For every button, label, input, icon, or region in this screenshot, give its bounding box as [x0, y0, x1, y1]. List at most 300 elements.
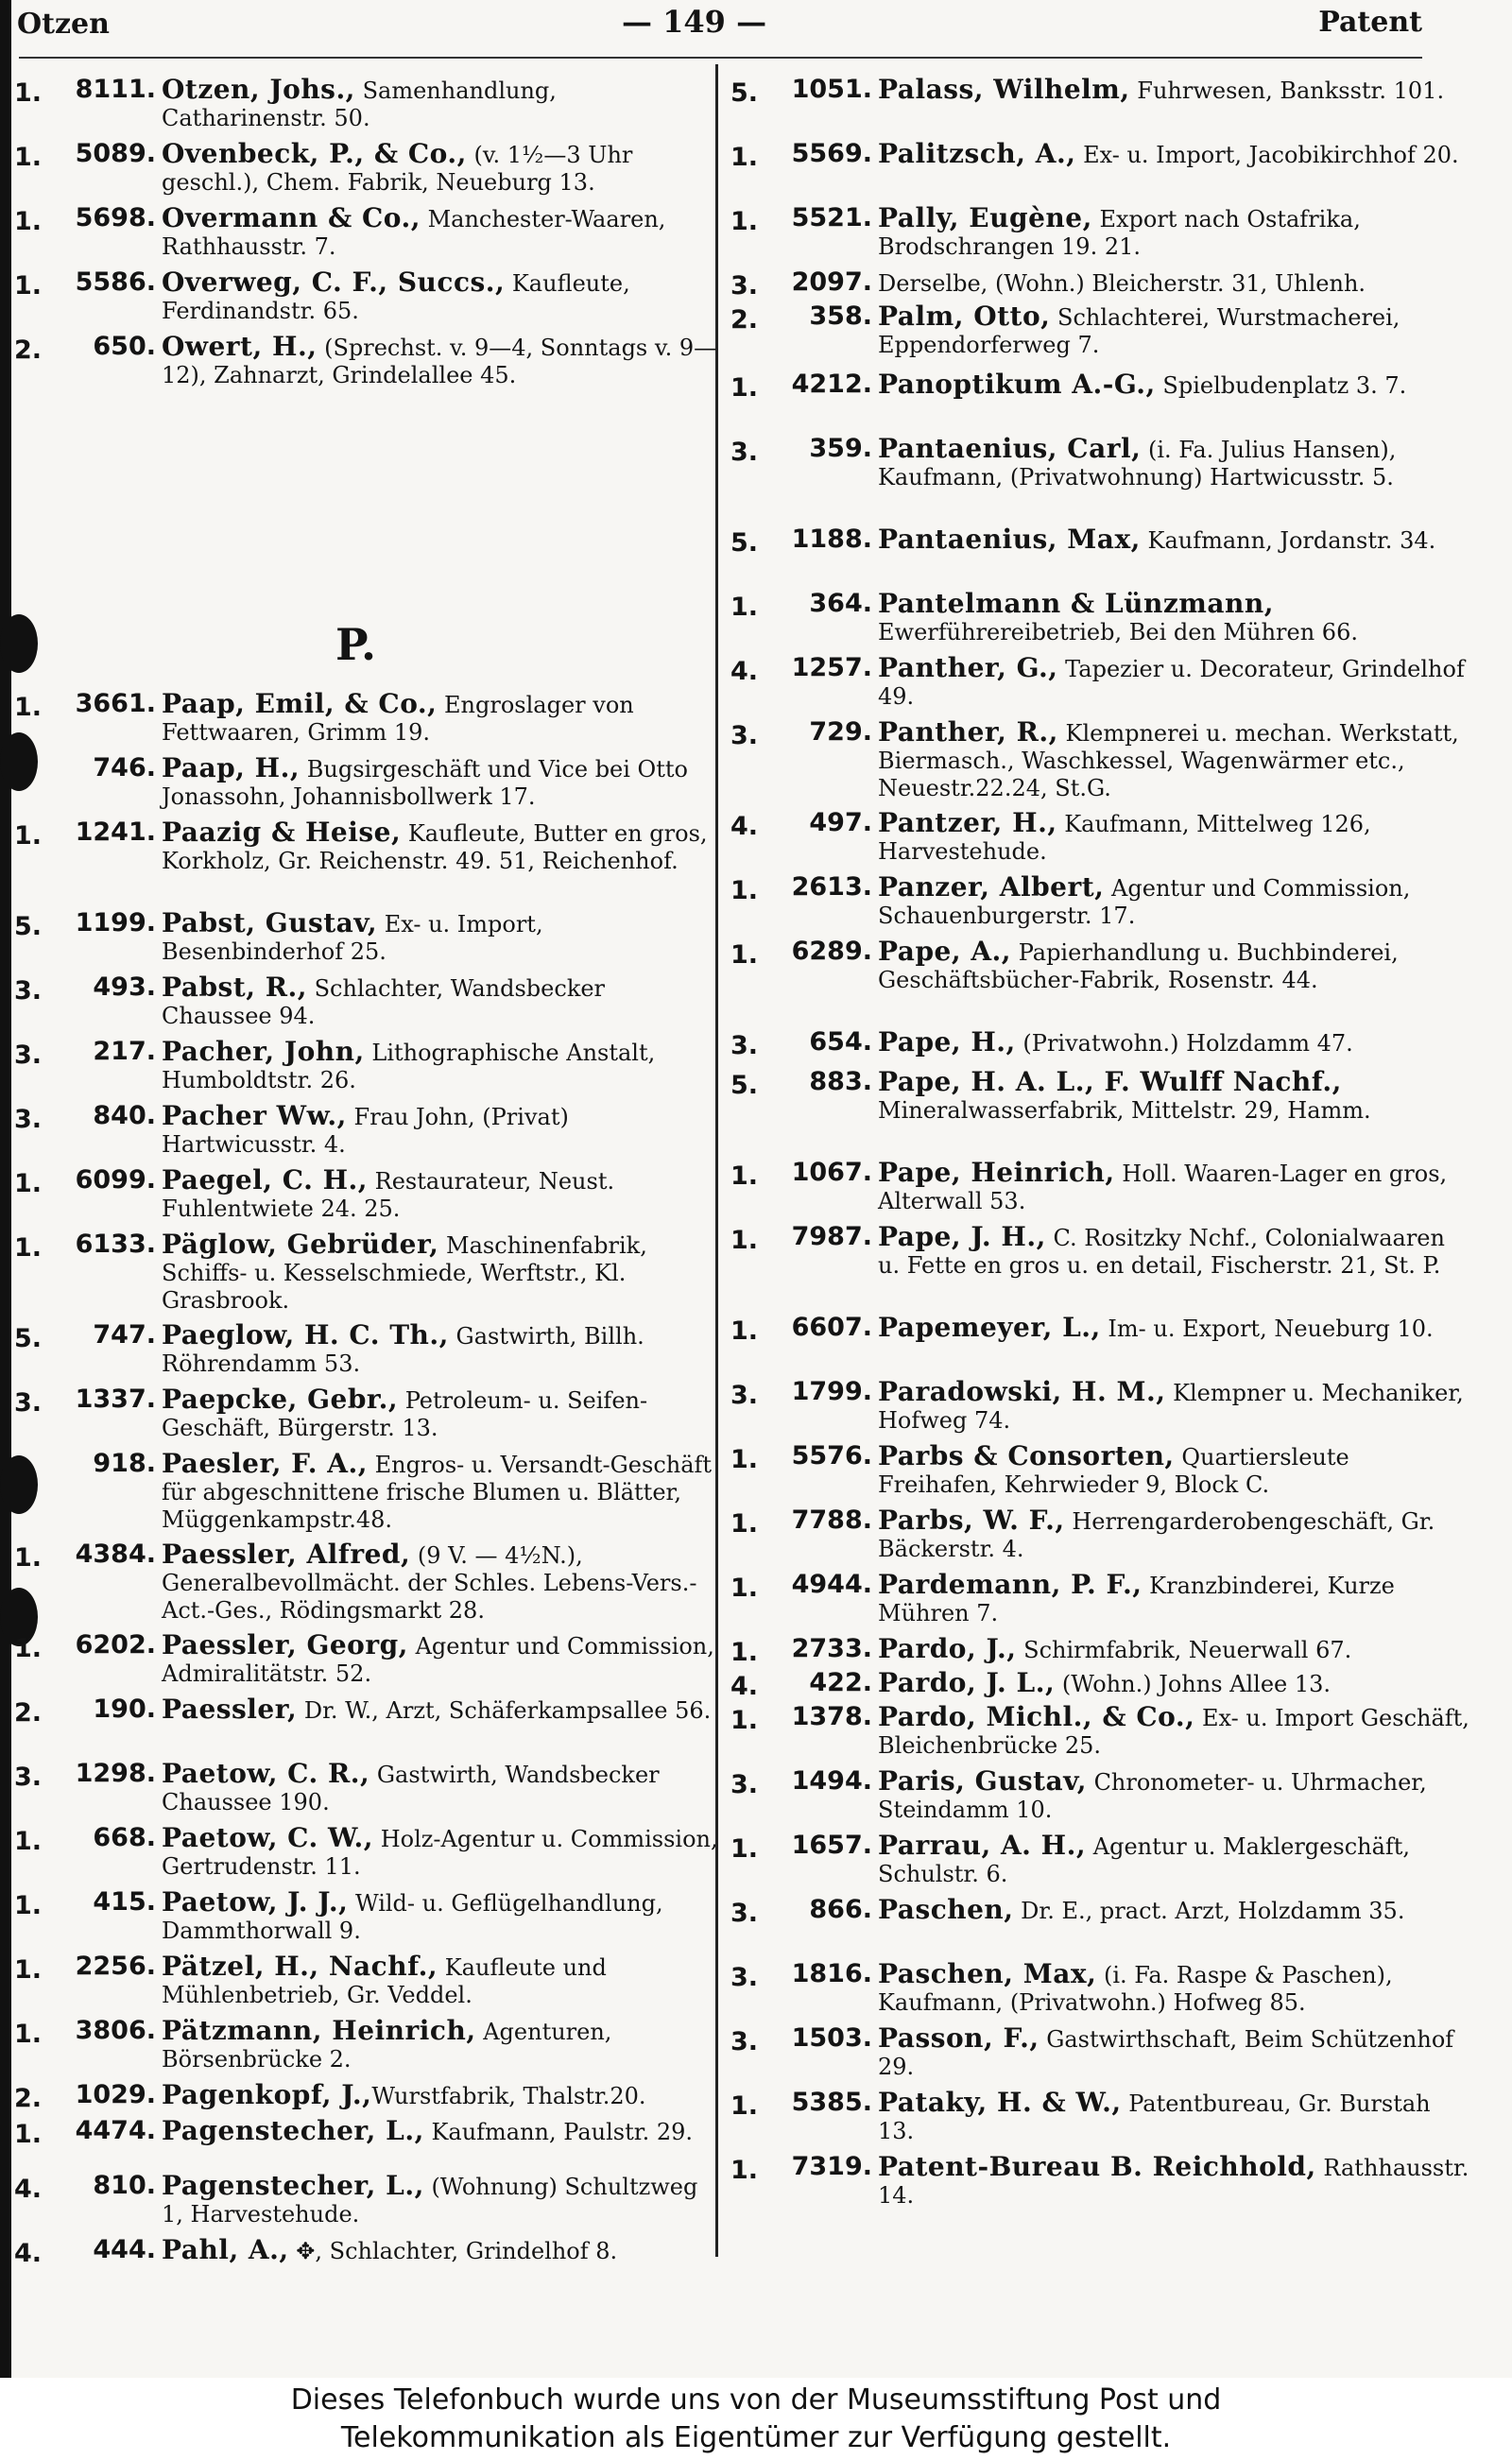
exchange-code: 3. [730, 1770, 759, 1799]
phone-number: 7788. [791, 1505, 872, 1535]
subscriber-name: Paessler, Alfred, [162, 1539, 411, 1570]
directory-entry [14, 2234, 718, 2268]
phone-number: 8111. [75, 75, 156, 104]
exchange-code: 5. [730, 78, 759, 108]
subscriber-name: Overmann & Co., [162, 202, 421, 233]
directory-entry [14, 2115, 718, 2149]
entry-text [878, 1378, 1469, 1435]
phone-number: 1337. [75, 1385, 156, 1414]
directory-entry [14, 1166, 718, 1223]
subscriber-details: Kranzbinderei, Kurze Mühren 7. [878, 1573, 1395, 1626]
phone-number: 4944. [791, 1570, 872, 1599]
subscriber-details: (Wohnung) Schultzweg 1, Harvestehude. [162, 2174, 698, 2228]
phone-number: 358. [809, 301, 872, 331]
subscriber-name: Pantelmann & Lünzmann, [878, 588, 1274, 619]
entry-text [162, 1321, 718, 1378]
exchange-code: 1. [730, 1574, 759, 1603]
subscriber-name: Paetow, C. R., [162, 1758, 370, 1789]
subscriber-name: Paessler, [162, 1694, 298, 1725]
entry-text [878, 809, 1469, 866]
subscriber-details: Rathhausstr. 14. [878, 2155, 1469, 2209]
subscriber-details: Kaufmann, Jordanstr. 34. [1140, 527, 1436, 554]
directory-entry [14, 1230, 718, 1315]
subscriber-name: Pantaenius, Max, [878, 524, 1141, 555]
exchange-code: 1. [730, 1638, 759, 1667]
exchange-code: 3. [14, 1763, 43, 1792]
footer-line-2: Telekommunikation als Eigentümer zur Verfügung gestellt. [340, 2421, 1172, 2454]
subscriber-details: Ex- u. Import, Besenbinderhof 25. [162, 911, 543, 965]
subscriber-name: Paetow, J. J., [162, 1886, 349, 1918]
exchange-code: 1. [14, 1891, 43, 1920]
subscriber-details: Patentbureau, Gr. Burstah 13. [878, 2090, 1431, 2144]
header-left-keyword: Otzen [17, 8, 110, 41]
phone-number: 493. [93, 972, 156, 1002]
phone-number: 1241. [75, 817, 156, 847]
exchange-code: 1. [14, 1827, 43, 1856]
footer-notice [0, 2378, 1512, 2460]
phone-number: 2613. [791, 872, 872, 902]
entry-text [878, 873, 1469, 930]
exchange-code: 3. [730, 1031, 759, 1060]
subscriber-details: (Wohn.) Johns Allee 13. [1055, 1671, 1332, 1697]
phone-number: 668. [93, 1823, 156, 1852]
subscriber-details: Samenhandlung, Catharinenstr. 50. [162, 77, 557, 131]
subscriber-details: Im- u. Export, Neueburg 10. [1100, 1316, 1434, 1342]
directory-entry [730, 1312, 1469, 1346]
phone-number: 866. [809, 1895, 872, 1924]
directory-entry [730, 1667, 1469, 1701]
entry-text [162, 973, 718, 1030]
directory-entry [730, 2024, 1469, 2081]
exchange-code: 1. [730, 876, 759, 905]
phone-number: 810. [93, 2171, 156, 2200]
phone-number: 654. [809, 1027, 872, 1057]
phone-number: 650. [93, 332, 156, 361]
subscriber-name: Paegel, C. H., [162, 1164, 369, 1196]
entry-text [162, 1102, 718, 1159]
entry-text [878, 1506, 1469, 1563]
subscriber-name: Pardo, Michl., & Co., [878, 1701, 1195, 1732]
directory-entry [14, 1450, 718, 1534]
phone-number: 2097. [791, 267, 872, 297]
entry-text [162, 1888, 718, 1945]
entry-text [878, 1703, 1469, 1760]
directory-entry [14, 909, 718, 966]
directory-entry [14, 1631, 718, 1688]
directory-entry [730, 873, 1469, 930]
exchange-code: 3. [730, 721, 759, 750]
phone-number: 5576. [791, 1441, 872, 1471]
page-header [17, 4, 1422, 42]
directory-entry [14, 2017, 718, 2073]
exchange-code: 5. [14, 912, 43, 941]
directory-entry [14, 1102, 718, 1159]
entry-text [878, 268, 1469, 298]
phone-number: 4384. [75, 1540, 156, 1569]
subscriber-name: Pardo, J., [878, 1633, 1017, 1664]
subscriber-name: Pabst, R., [162, 972, 307, 1003]
subscriber-details: (i. Fa. Julius Hansen), Kaufmann, (Privatwohnung) Hartwicusstr. 5. [878, 437, 1397, 490]
phone-number: 1199. [75, 908, 156, 938]
exchange-code: 1. [14, 2120, 43, 2149]
entry-text [878, 1028, 1469, 1058]
entry-text [162, 909, 718, 966]
phone-number: 5698. [75, 203, 156, 232]
directory-entry [730, 369, 1469, 403]
subscriber-name: Pape, A., [878, 936, 1012, 967]
exchange-code: 1. [14, 821, 43, 851]
subscriber-details: Quartiersleute Freihafen, Kehrwieder 9, Block C. [878, 1444, 1349, 1498]
directory-entry [730, 524, 1469, 558]
entry-text [162, 1540, 718, 1625]
entry-text [878, 525, 1469, 555]
directory-entry [14, 973, 718, 1030]
directory-entry [730, 654, 1469, 711]
phone-number: 5385. [791, 2088, 872, 2117]
entry-text [162, 1450, 718, 1534]
entry-text [162, 1953, 718, 2009]
exchange-code: 1. [14, 271, 43, 301]
phone-number: 497. [809, 808, 872, 837]
subscriber-details: (Privatwohn.) Holzdamm 47. [1015, 1030, 1353, 1057]
subscriber-name: Paesler, F. A., [162, 1448, 368, 1479]
subscriber-name: Patent-Bureau B. Reichhold, [878, 2151, 1316, 2182]
entry-text [878, 1571, 1469, 1627]
subscriber-details: Maschinenfabrik, Schiffs- u. Kesselschmiede, Werftstr., Kl. Grasbrook. [162, 1232, 647, 1314]
subscriber-name: Pabst, Gustav, [162, 907, 378, 938]
subscriber-name: Pape, H., [878, 1026, 1016, 1058]
phone-number: 444. [93, 2235, 156, 2264]
phone-number: 217. [93, 1037, 156, 1066]
directory-entry [14, 1540, 718, 1625]
directory-entry [730, 267, 1469, 301]
subscriber-details: Restaurateur, Neust. Fuhlentwiete 24. 25. [162, 1168, 615, 1222]
subscriber-details: Dr. E., pract. Arzt, Holzdamm 35. [1013, 1898, 1405, 1924]
exchange-code: 1. [14, 2020, 43, 2049]
entry-text [162, 754, 718, 811]
exchange-code: 1. [730, 2091, 759, 2121]
directory-entry [730, 1894, 1469, 1928]
exchange-code: 1. [730, 207, 759, 236]
exchange-code: 3. [730, 1381, 759, 1410]
phone-number: 747. [93, 1320, 156, 1350]
subscriber-details: Kaufmann, Mittelweg 126, Harvestehude. [878, 811, 1371, 865]
entry-text [162, 1631, 718, 1688]
subscriber-details: Manchester-Waaren, Rathhausstr. 7. [162, 206, 666, 260]
page-binding-edge [0, 0, 11, 2378]
subscriber-name: Paepcke, Gebr., [162, 1384, 399, 1415]
subscriber-name: Paschen, Max, [878, 1958, 1097, 1989]
subscriber-details: (i. Fa. Raspe & Paschen), Kaufmann, (Privatwohn.) Hofweg 85. [878, 1962, 1393, 2016]
phone-number: 840. [93, 1101, 156, 1130]
subscriber-details: Petroleum- u. Seifen-Geschäft, Bürgerstr. 13. [162, 1387, 648, 1441]
exchange-code: 3. [730, 438, 759, 467]
exchange-code: 1. [14, 1543, 43, 1573]
subscriber-name: Paradowski, H. M., [878, 1376, 1166, 1407]
subscriber-details: Agentur u. Maklergeschäft, Schulstr. 6. [878, 1833, 1411, 1887]
subscriber-name: Papemeyer, L., [878, 1312, 1101, 1343]
entry-text [878, 1896, 1469, 1925]
phone-number: 1051. [791, 75, 872, 104]
exchange-code: 3. [730, 271, 759, 301]
directory-entry [730, 1703, 1469, 1760]
entry-text [878, 1960, 1469, 2017]
exchange-code: 1. [730, 143, 759, 172]
directory-entry [730, 718, 1469, 802]
directory-entry [14, 754, 718, 811]
subscriber-name: Pape, J. H., [878, 1221, 1046, 1252]
phone-number: 6133. [75, 1230, 156, 1259]
subscriber-details: Gastwirth, Billh. Röhrendamm 53. [162, 1323, 644, 1377]
directory-entry [730, 1960, 1469, 2017]
ink-blot [0, 614, 38, 673]
exchange-code: 4. [730, 1672, 759, 1701]
subscriber-name: Paris, Gustav, [878, 1765, 1087, 1797]
subscriber-details: ✥, Schlachter, Grindelhof 8. [288, 2238, 618, 2264]
exchange-code: 1. [730, 1509, 759, 1539]
entry-text [162, 1166, 718, 1223]
entry-text [162, 1695, 718, 1725]
entry-text [162, 2117, 718, 2146]
entry-text [878, 938, 1469, 994]
subscriber-name: Pätzel, H., Nachf., [162, 1951, 438, 1982]
subscriber-name: Pagenstecher, L., [162, 2115, 424, 2146]
subscriber-details: Kaufmann, Paulstr. 29. [423, 2119, 694, 2145]
exchange-code: 1. [730, 1445, 759, 1474]
subscriber-details: (9 V. — 4½N.), Generalbevollmächt. der Schles. Lebens-Vers.-Act.-Ges., Rödingsmarkt 28. [162, 1542, 697, 1624]
phone-number: 3661. [75, 689, 156, 718]
subscriber-details: Schirmfabrik, Neuerwall 67. [1016, 1637, 1352, 1663]
phone-number: 1494. [791, 1766, 872, 1796]
exchange-code: 1. [730, 1706, 759, 1735]
entry-text [878, 2089, 1469, 2145]
subscriber-name: Overweg, C. F., Succs., [162, 267, 506, 298]
exchange-code: 3. [14, 1105, 43, 1134]
subscriber-details: Ex- u. Import, Jacobikirchhof 20. [1075, 142, 1459, 168]
subscriber-details: C. Rositzky Nchf., Colonialwaaren u. Fette en gros u. en detail, Fischerstr. 21, St. P. [878, 1225, 1445, 1279]
subscriber-details: Engroslager von Fettwaaren, Grimm 19. [162, 692, 634, 746]
phone-number: 1067. [791, 1158, 872, 1187]
directory-entry [730, 1571, 1469, 1627]
subscriber-details: Bugsirgeschäft und Vice bei Otto Jonassohn, Johannisbollwerk 17. [162, 756, 688, 810]
entry-text [162, 1230, 718, 1315]
directory-entry [730, 1832, 1469, 1888]
header-right-keyword: Patent [1318, 6, 1422, 39]
subscriber-name: Panzer, Albert, [878, 871, 1105, 903]
subscriber-name: Panther, G., [878, 652, 1058, 683]
directory-entry [14, 268, 718, 325]
subscriber-name: Pantzer, H., [878, 807, 1057, 838]
phone-number: 422. [809, 1668, 872, 1697]
subscriber-name: Otzen, Johs., [162, 74, 355, 105]
directory-entry [730, 1378, 1469, 1435]
subscriber-details: Agentur und Commission, Admiralitätstr. 52. [162, 1633, 714, 1687]
phone-number: 1799. [791, 1377, 872, 1406]
entry-text [878, 1068, 1469, 1125]
entry-text [162, 2081, 718, 2110]
entry-text [162, 140, 718, 197]
directory-entry [14, 140, 718, 197]
exchange-code: 3. [730, 1899, 759, 1928]
exchange-code: 1. [14, 1233, 43, 1263]
subscriber-details: Ewerführereibetrieb, Bei den Mühren 66. [878, 619, 1358, 645]
phone-number: 6202. [75, 1630, 156, 1660]
subscriber-name: Pätzmann, Heinrich, [162, 2015, 476, 2046]
subscriber-name: Paetow, C. W., [162, 1822, 374, 1853]
entry-text [162, 1824, 718, 1881]
exchange-code: 1. [14, 207, 43, 236]
subscriber-details: Spielbudenplatz 3. 7. [1155, 372, 1407, 399]
entry-text [878, 1669, 1469, 1698]
exchange-code: 1. [14, 143, 43, 172]
directory-entry [730, 1028, 1469, 1058]
entry-text [162, 268, 718, 325]
phone-number: 4474. [75, 2116, 156, 2145]
subscriber-name: Pahl, A., [162, 2234, 289, 2265]
phone-number: 359. [809, 434, 872, 463]
directory-entry [14, 204, 718, 261]
subscriber-details: Schlachter, Wandsbecker Chaussee 94. [162, 975, 606, 1029]
directory-entry [14, 76, 718, 132]
entry-text [878, 1223, 1469, 1280]
entry-text [878, 435, 1469, 491]
subscriber-name: Palm, Otto, [878, 301, 1051, 332]
exchange-code: 1. [14, 1169, 43, 1198]
subscriber-name: Panoptikum A.-G., [878, 369, 1156, 400]
entry-text [162, 1760, 718, 1816]
exchange-code: 2. [14, 2084, 43, 2113]
section-letter: P. [335, 619, 376, 670]
phone-number: 2733. [791, 1634, 872, 1663]
footer-line-1: Dieses Telefonbuch wurde uns von der Museumsstiftung Post und [290, 2383, 1222, 2417]
exchange-code: 1. [14, 693, 43, 722]
subscriber-name: Pagenstecher, L., [162, 2170, 424, 2201]
subscriber-name: Palitzsch, A., [878, 138, 1076, 169]
subscriber-name: Pagenkopf, J., [162, 2079, 372, 2110]
phone-number: 5569. [791, 139, 872, 168]
directory-entry [14, 1321, 718, 1378]
directory-entry [14, 2079, 718, 2113]
phone-number: 415. [93, 1887, 156, 1917]
entry-text [878, 370, 1469, 400]
directory-entry [730, 302, 1469, 359]
phone-number: 1816. [791, 1959, 872, 1988]
phone-number: 1657. [791, 1831, 872, 1860]
subscriber-details: Engros- u. Versandt-Geschäft für abgeschnittene frische Blumen u. Blätter, Müggenkampstr.48. [162, 1452, 713, 1533]
exchange-code: 3. [14, 1388, 43, 1418]
exchange-code: 1. [730, 1226, 759, 1255]
phone-number: 190. [93, 1694, 156, 1724]
directory-entry [730, 809, 1469, 866]
directory-entry [730, 1223, 1469, 1280]
subscriber-name: Pardo, J. L., [878, 1667, 1056, 1698]
phone-number: 5089. [75, 139, 156, 168]
phone-number: 7987. [791, 1222, 872, 1251]
directory-entry [730, 1442, 1469, 1499]
header-rule [19, 57, 1422, 59]
directory-entry [14, 1760, 718, 1816]
subscriber-details: Kaufleute, Ferdinandstr. 65. [162, 270, 630, 324]
subscriber-name: Parbs & Consorten, [878, 1440, 1175, 1471]
exchange-code: 1. [730, 373, 759, 403]
directory-entry [730, 2089, 1469, 2145]
phone-number: 1188. [791, 525, 872, 554]
subscriber-name: Pardemann, P. F., [878, 1569, 1143, 1600]
entry-text [162, 690, 718, 747]
subscriber-name: Parbs, W. F., [878, 1505, 1065, 1536]
subscriber-details: Chronometer- u. Uhrmacher, Steindamm 10. [878, 1769, 1427, 1823]
phone-number: 5521. [791, 203, 872, 232]
directory-entry [730, 435, 1469, 491]
entry-text [878, 654, 1469, 711]
phone-number: 1503. [791, 2023, 872, 2053]
exchange-code: 3. [14, 1041, 43, 1070]
subscriber-name: Pape, Heinrich, [878, 1157, 1115, 1188]
subscriber-details: (Sprechst. v. 9—4, Sonntags v. 9—12), Zahnarzt, Grindelallee 45. [162, 335, 717, 388]
entry-text [878, 1314, 1469, 1343]
phone-number: 1257. [791, 653, 872, 682]
subscriber-details: Kaufleute, Butter en gros, Korkholz, Gr. Reichenstr. 49. 51, Reichenhof. [162, 820, 708, 874]
subscriber-name: Paeglow, H. C. Th., [162, 1319, 449, 1350]
phone-number: 729. [809, 717, 872, 747]
entry-text [878, 2024, 1469, 2081]
subscriber-details: Derselbe, (Wohn.) Bleicherstr. 31, Uhlenh. [878, 270, 1366, 297]
directory-entry [730, 138, 1469, 172]
phone-number: 1298. [75, 1759, 156, 1788]
entry-text [162, 1385, 718, 1442]
directory-entry [730, 1506, 1469, 1563]
directory-entry [14, 1824, 718, 1881]
directory-entry [14, 1953, 718, 2009]
subscriber-details: Ex- u. Import Geschäft, Bleichenbrücke 25. [878, 1705, 1469, 1759]
phone-number: 3806. [75, 2016, 156, 2045]
subscriber-name: Päglow, Gebrüder, [162, 1229, 439, 1260]
exchange-code: 2. [730, 305, 759, 335]
exchange-code: 1. [14, 1634, 43, 1663]
subscriber-details: Schlachterei, Wurstmacherei, Eppendorferweg 7. [878, 304, 1400, 358]
subscriber-details: Holz-Agentur u. Commission, Gertrudenstr. 11. [162, 1826, 718, 1880]
subscriber-name: Pataky, H. & W., [878, 2087, 1122, 2118]
subscriber-name: Pantaenius, Carl, [878, 433, 1142, 464]
directory-entry [730, 1767, 1469, 1824]
subscriber-details: Gastwirth, Wandsbecker Chaussee 190. [162, 1762, 660, 1815]
entry-text [878, 1767, 1469, 1824]
entry-text [878, 1442, 1469, 1499]
phone-number: 918. [93, 1449, 156, 1478]
entry-text [878, 76, 1469, 105]
subscriber-details: Holl. Waaren-Lager en gros, Alterwall 53. [878, 1161, 1448, 1214]
exchange-code: 1. [730, 1161, 759, 1191]
subscriber-name: Palass, Wilhelm, [878, 74, 1130, 105]
subscriber-name: Pally, Eugène, [878, 202, 1092, 233]
subscriber-details: Agentur und Commission, Schauenburgerstr. 17. [878, 875, 1411, 929]
entry-text [878, 140, 1469, 169]
directory-entry [14, 1385, 718, 1442]
subscriber-details: Gastwirthschaft, Beim Schützenhof 29. [878, 2026, 1454, 2080]
entry-text [878, 718, 1469, 802]
exchange-code: 1. [730, 2156, 759, 2185]
subscriber-name: Paschen, [878, 1894, 1014, 1925]
directory-entry [730, 1068, 1469, 1125]
exchange-code: 1. [730, 940, 759, 970]
exchange-code: 5. [14, 1324, 43, 1353]
exchange-code: 2. [14, 1698, 43, 1728]
exchange-code: 3. [730, 2027, 759, 2056]
entry-text [878, 302, 1469, 359]
phone-number: 4212. [791, 370, 872, 399]
subscriber-name: Paap, Emil, & Co., [162, 688, 438, 719]
exchange-code: 4. [14, 2239, 43, 2268]
